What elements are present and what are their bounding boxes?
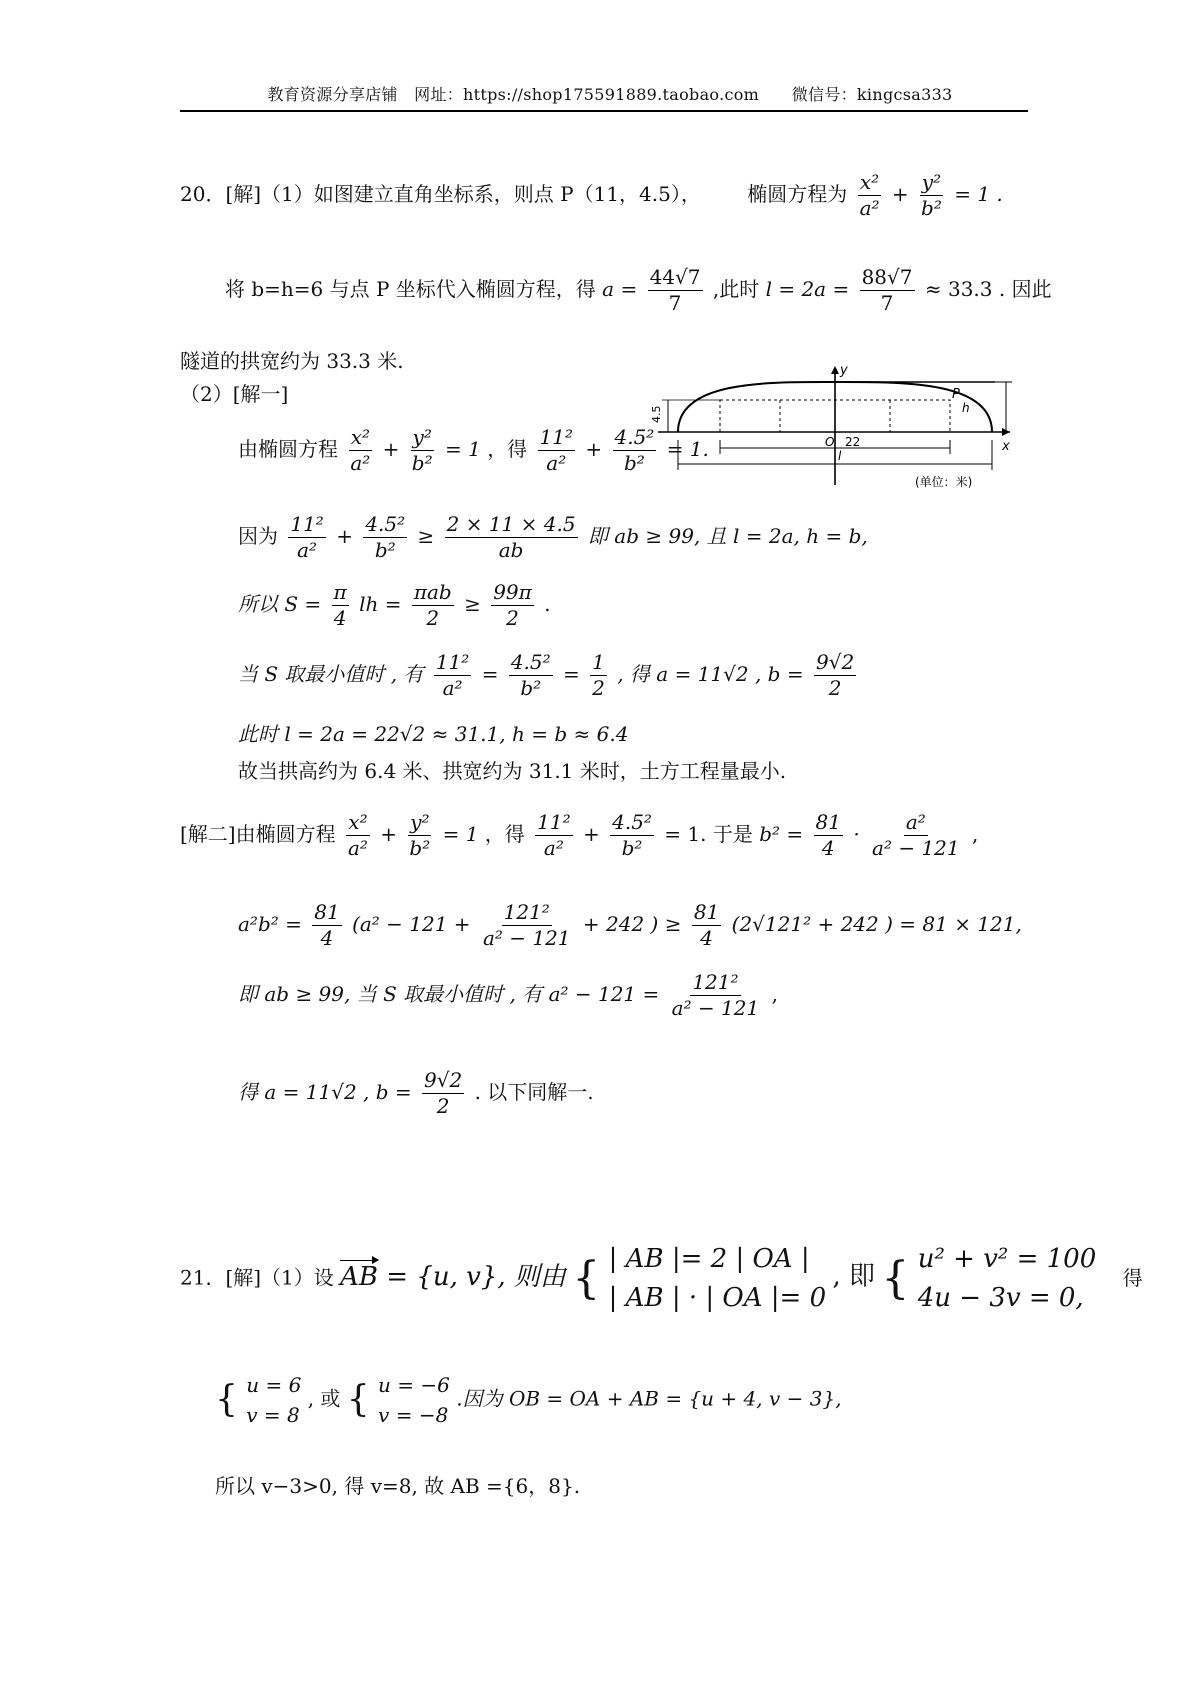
p21-line1: 21．[解]（1）设 AB = {u, v}, 则由 { | AB |= 2 | OA | | AB | · | OA |= 0 , 即 { u² + v² = 100 4u − 3v = 0, 得: [180, 1244, 1143, 1313]
p20-a-eq: a =: [602, 277, 638, 301]
p21-line2: { u = 6 v = 8 , 或 { u = −6 v = −8 .因为 OB = OA + AB = {u + 4, v − 3},: [215, 1373, 842, 1427]
p20-part2-label: （2）[解一]: [180, 382, 289, 406]
p20-s3: 所以 S = $\frac{\pi}{4}$ lh = $\frac{\text{πab}}{2}$ ≥ $\frac{99\pi}{2}$ .: [238, 580, 551, 630]
label-h: h: [962, 401, 970, 415]
p21-label: 21．[解]（1）设: [180, 1265, 334, 1290]
label-p: P: [952, 387, 960, 402]
label-y: y: [840, 363, 848, 378]
s4-text: 当 S 取最小值时 , 有: [238, 662, 424, 686]
p20-line2-mid: ,此时: [712, 277, 760, 301]
p20-l-eq: l = 2a =: [765, 277, 850, 301]
frac-x2-a2: $\frac{\text{x²}}{\text{a²}}$: [859, 170, 880, 220]
label-l: l: [838, 449, 842, 463]
p20-m2-line2: a²b² = $\frac{81}{4}$ (a² − 121 + $\frac{\text{121²}}{\text{a² − 121}}$ + 242 ) ≥ $\frac{81}{4}$ (2√121² + 242 ) = 81 × 121,: [238, 900, 1022, 950]
frac-88root7: $\frac{88√7}{7}$: [861, 265, 913, 315]
p20-m2-line1: [解二]由椭圆方程 $\frac{\text{x²}}{\text{a²}}$ + $\frac{\text{y²}}{\text{b²}}$ = 1 ，得 $\frac{\text{11²}}{\text{a²}}$ + $\frac{\text{4.5²}}{\text{b²}}$ = 1. 于是 b² = $\frac{81}{4}$ · $\frac{\text{a²}}{\text{a² − 121}}$ ,: [180, 810, 979, 860]
s2-end: 即 ab ≥ 99, 且 l = 2a, h = b,: [587, 524, 868, 548]
y-axis-arrow: [831, 366, 839, 374]
p20-line2-end: ≈ 33.3 . 因此: [924, 277, 1052, 301]
header-divider: [180, 110, 1028, 112]
p20-s6: 故当拱高约为 6.4 米、拱宽约为 31.1 米时，土方工程量最小.: [238, 759, 787, 783]
s1-mid: ，得: [487, 437, 528, 461]
label-22: 22: [845, 435, 861, 449]
p21-line3: 所以 v−3>0, 得 v=8, 故 AB ={6，8}.: [215, 1474, 581, 1498]
p20-s5: 此时 l = 2a = 22√2 ≈ 31.1, h = b ≈ 6.4: [238, 722, 629, 746]
page-header: 教育资源分享店铺 网址：https://shop175591889.taobao.com 微信号：kingcsa333: [267, 85, 953, 104]
label-x: x: [1002, 439, 1010, 454]
s1-end: = 1.: [666, 437, 709, 461]
p20-intro: 20．[解]（1）如图建立直角坐标系，则点 P（11，4.5）， 椭圆方程为 $\frac{\text{x²}}{\text{a²}}$ + $\frac{\text{y²}}{\text{b²}}$ = 1 .: [180, 170, 1003, 220]
p20-line3: 隧道的拱宽约为 33.3 米.: [180, 349, 404, 373]
label-4-5: 4.5: [650, 405, 663, 423]
p20-intro-text: 20．[解]（1）如图建立直角坐标系，则点 P（11，4.5），: [180, 182, 701, 206]
s2-text: 因为: [238, 524, 278, 548]
p20-s2: 因为 $\frac{\text{11²}}{\text{a²}}$ + $\frac{\text{4.5²}}{\text{b²}}$ ≥ $\frac{2 \times 11 \times 4.5}{ab}$ 即 ab ≥ 99, 且 l = 2a, h = b,: [238, 512, 868, 562]
p20-line2: [225, 265, 1052, 316]
p20-s4: 当 S 取最小值时 , 有 $\frac{\text{11²}}{\text{a²}}$ = $\frac{\text{4.5²}}{\text{b²}}$ = $\frac{1}{2}$ , 得 a = 11√2 , b = $\frac{9√2}{2}$: [238, 650, 855, 700]
frac-y2-b2: $\frac{\text{y²}}{\text{b²}}$: [921, 170, 942, 220]
p20-m2-line4: 得 a = 11√2 , b = $\frac{9√2}{2}$ . 以下同解一.: [238, 1068, 594, 1118]
label-o: O: [825, 435, 835, 449]
p20-intro-text-2: 椭圆方程为: [747, 182, 848, 206]
p20-line2-text: 将 b=h=6 与点 P 坐标代入椭圆方程，得: [225, 277, 596, 301]
s3-text: 所以 S =: [238, 592, 322, 616]
p20-s1: 由椭圆方程 $\frac{\text{x²}}{\text{a²}}$ + $\frac{\text{y²}}{\text{b²}}$ = 1 ，得 $\frac{\text{11²}}{\text{a²}}$ + $\frac{\text{4.5²}}{\text{b²}}$ = 1.: [238, 425, 709, 475]
frac-44root7: $\frac{44√7}{7}$: [649, 265, 701, 315]
m2-label: [解二]由椭圆方程: [180, 822, 336, 846]
s1-text: 由椭圆方程: [238, 437, 338, 461]
p20-m2-line3: 即 ab ≥ 99, 当 S 取最小值时 , 有 a² − 121 = $\frac{\text{121²}}{\text{a² − 121}}$ ,: [238, 970, 778, 1020]
label-unit: (单位：米): [915, 475, 973, 489]
